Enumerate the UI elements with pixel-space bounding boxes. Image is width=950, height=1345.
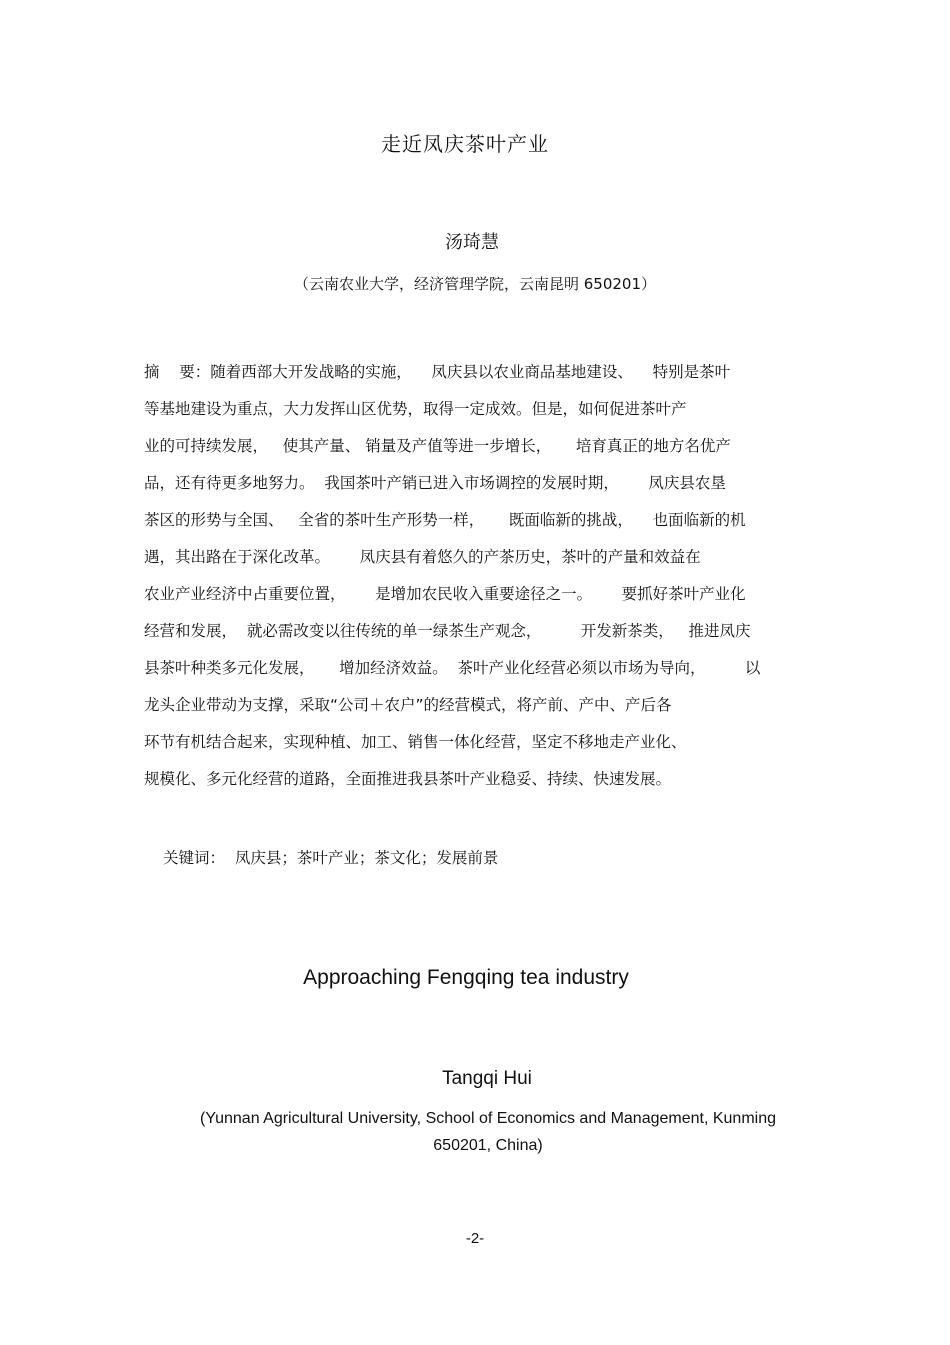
author-name-chinese: 汤琦慧 xyxy=(445,232,499,253)
abstract-line: 农业产业经济中占重要位置， 是增加农民收入重要途径之一。 要抓好茶叶产业化 xyxy=(144,585,746,603)
author-name-english: Tangqi Hui xyxy=(442,1068,532,1089)
abstract-line: 品，还有待更多地努力。 我国茶叶产销已进入市场调控的发展时期， 凤庆县农垦 xyxy=(144,474,726,492)
keywords-chinese: 关键词： 凤庆县；茶叶产业；茶文化；发展前景 xyxy=(163,849,499,867)
abstract-line: 遇，其出路在于深化改革。 凤庆县有着悠久的产茶历史，茶叶的产量和效益在 xyxy=(144,548,701,566)
author-affiliation-english xyxy=(150,1105,826,1159)
abstract-line: 规模化、多元化经营的道路，全面推进我县茶叶产业稳妥、持续、快速发展。 xyxy=(144,770,672,788)
abstract-line: 经营和发展， 就必需改变以往传统的单一绿茶生产观念， 开发新茶类， 推进凤庆 xyxy=(144,622,751,640)
paper-title-english: Approaching Fengqing tea industry xyxy=(303,966,629,989)
abstract-line: 环节有机结合起来，实现种植、加工、销售一体化经营，坚定不移地走产业化、 xyxy=(144,733,687,751)
abstract-line: 茶区的形势与全国、 全省的茶叶生产形势一样， 既面临新的挑战， 也面临新的机 xyxy=(144,511,746,529)
author-affiliation-chinese: （云南农业大学，经济管理学院，云南昆明 650201） xyxy=(293,275,657,293)
page-number: -2- xyxy=(465,1230,485,1247)
paper-title-chinese: 走近凤庆茶叶产业 xyxy=(381,132,549,156)
abstract-line: 业的可持续发展， 使其产量、 销量及产值等进一步增长， 培育真正的地方名优产 xyxy=(144,437,731,455)
abstract-line: 摘 要：随着西部大开发战略的实施， 凤庆县以农业商品基地建设、 特别是茶叶 xyxy=(144,363,731,381)
abstract-line: 等基地建设为重点，大力发挥山区优势，取得一定成效。但是，如何促进茶叶产 xyxy=(144,400,687,418)
abstract-chinese xyxy=(144,358,809,802)
affiliation-line: (Yunnan Agricultural University, School of Economics and Management, Kunming xyxy=(199,1110,776,1127)
abstract-line: 龙头企业带动为支撑，采取“公司＋农户”的经营模式，将产前、产中、产后各 xyxy=(144,696,672,714)
abstract-line: 县茶叶种类多元化发展， 增加经济效益。 茶叶产业化经营必须以市场为导向， 以 xyxy=(144,659,761,677)
affiliation-line: 650201, China) xyxy=(433,1137,543,1154)
